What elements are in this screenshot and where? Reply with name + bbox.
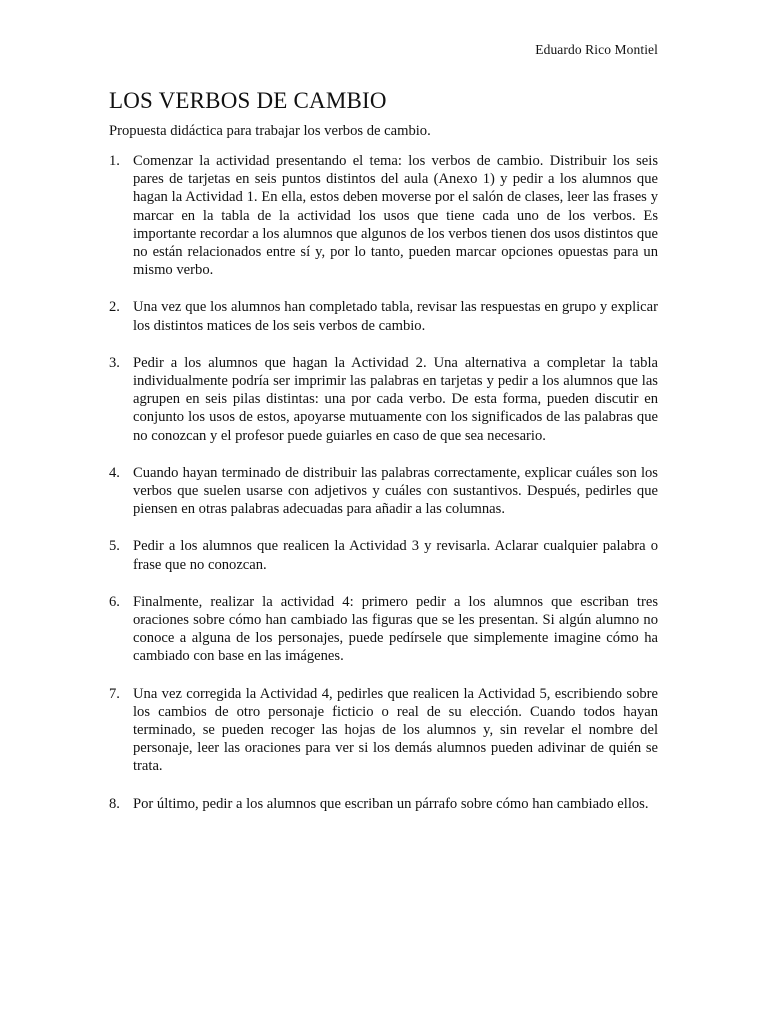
document-body [109,86,658,832]
list-item-number: 8. [109,795,120,812]
list-item-text: Una vez que los alumnos han completado tabla, revisar las respuestas en grupo y explicar los distintos matices de los seis verbos de cambio. [133,299,658,334]
list-item-text: Comenzar la actividad presentando el tema: los verbos de cambio. Distribuir los seis pares de tarjetas en seis puntos distintos del aula (Anexo 1) y pedir a los alumnos que hagan la Actividad 1. En ella, estos deben moverse por el salón de clases, leer las frases y marcar en la tabla de la actividad los usos que tiene cada uno de los verbos. Es importante recordar a los alumnos que algunos de los verbos tienen dos usos distintos que no están relacionados entre sí y, por lo tanto, pueden marcar opciones opuestas para un mismo verbo. [133,153,658,279]
list-item-text: Pedir a los alumnos que hagan la Actividad 2. Una alternativa a completar la tabla individualmente podría ser imprimir las palabras en tarjetas y pedir a los alumnos que las agrupen en seis pilas distintas: una por cada verbo. De esta forma, pueden discutir en conjunto los usos de estos, apoyarse mutuamente con los significados de las palabras que no conozcan y el profesor puede guiarles en caso de que sea necesario. [133,354,658,444]
list-item-text: Cuando hayan terminado de distribuir las palabras correctamente, explicar cuáles son los verbos que suelen usarse con adjetivos y cuáles con sustantivos. Después, pedirles que piensen en otras palabras adecuadas para añadir a las columnas. [133,464,658,518]
document-title: LOS VERBOS DE CAMBIO [109,88,387,113]
list-item [109,354,658,445]
list-item-text: Pedir a los alumnos que realicen la Actividad 3 y revisarla. Aclarar cualquier palabra o frase que no conozcan. [133,538,658,573]
list-item [109,464,658,519]
author-name: Eduardo Rico Montiel [535,42,658,57]
list-item [109,152,658,279]
list-item-number: 5. [109,538,120,555]
list-item-number: 3. [109,354,120,371]
list-item [109,795,658,813]
list-item-text: Por último, pedir a los alumnos que escriban un párrafo sobre cómo han cambiado ellos. [133,795,649,812]
list-item-text: Una vez corregida la Actividad 4, pedirles que realicen la Actividad 5, escribiendo sobre los cambios de otro personaje ficticio o real de su elección. Cuando todos hayan terminado, se pueden recoger las hojas de los alumnos y, sin revelar el nombre del personaje, leer las oraciones para ver si los demás alumnos pueden adivinar de quién se trata. [133,685,658,775]
list-item [109,685,658,776]
list-item-number: 6. [109,593,120,610]
list-item-number: 1. [109,153,120,169]
list-item-number: 4. [109,464,120,481]
list-item [109,593,658,666]
list-item-number: 7. [109,685,120,702]
document-subtitle: Propuesta didáctica para trabajar los verbos de cambio. [109,123,431,139]
list-item-number: 2. [109,299,120,316]
list-item [109,537,658,573]
list-item [109,298,658,334]
list-item-text: Finalmente, realizar la actividad 4: primero pedir a los alumnos que escriban tres oraciones sobre cómo han cambiado las figuras que se les presentan. Si algún alumno no conoce a alguna de los personajes, puede pedírsele que simplemente imagine cómo ha cambiado con base en las imágenes. [133,593,658,665]
instruction-list [109,152,658,813]
